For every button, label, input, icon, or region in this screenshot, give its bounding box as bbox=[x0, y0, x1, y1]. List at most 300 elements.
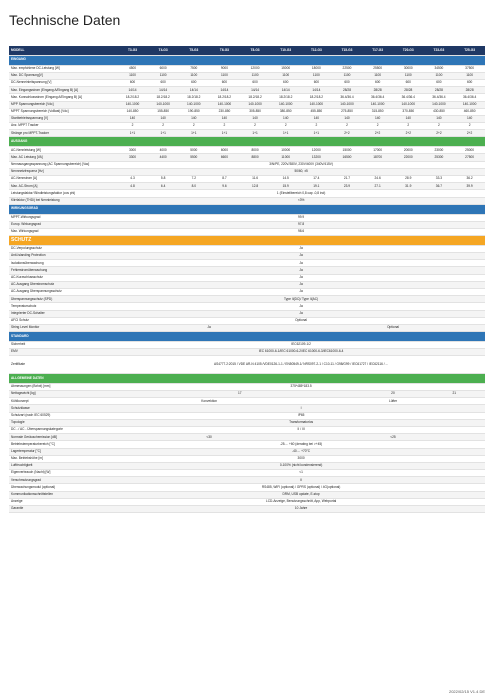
table-cell: 315-850 bbox=[362, 108, 393, 115]
row-label: Topologie bbox=[9, 419, 117, 426]
table-cell-merged: 0-100% (nicht kondensierend) bbox=[117, 462, 485, 469]
table-cell: 3300 bbox=[117, 154, 148, 161]
table-cell: 24.6 bbox=[362, 175, 393, 182]
table-cell: 33.3 bbox=[424, 175, 455, 182]
table-cell-merged: Ja bbox=[117, 267, 485, 274]
table-row bbox=[9, 419, 485, 426]
table-cell: 2 bbox=[301, 123, 332, 130]
table-cell: 28/28 bbox=[362, 87, 393, 94]
table-row bbox=[9, 324, 485, 331]
row-label: Normale Geräuschemission [dB] bbox=[9, 434, 117, 441]
table-cell: 18.2/18.2 bbox=[178, 94, 209, 101]
row-label: Nennnetzfrequenz [Hz] bbox=[9, 168, 117, 175]
table-cell: 455-850 bbox=[301, 108, 332, 115]
table-row bbox=[9, 405, 485, 412]
row-label: Betriebstemperaturbereich [°C] bbox=[9, 441, 117, 448]
table-cell-merged: LCD-Anzeige, Benutzungsschnitt, App, Webportal bbox=[117, 498, 485, 505]
table-cell: 14/14 bbox=[148, 87, 179, 94]
table-row bbox=[9, 221, 485, 228]
table-cell: 1100 bbox=[117, 72, 148, 79]
table-cell: 27.1 bbox=[362, 183, 393, 190]
table-cell: 1100 bbox=[178, 72, 209, 79]
row-label: Lagertemperatur [°C] bbox=[9, 448, 117, 455]
table-cell: 2+2 bbox=[393, 130, 424, 137]
table-cell: 1+1 bbox=[301, 130, 332, 137]
table-cell-merged: <30 bbox=[117, 434, 301, 441]
row-label: Eigenverbrauch (Nacht) [W] bbox=[9, 470, 117, 477]
table-cell: 190-850 bbox=[178, 108, 209, 115]
table-row bbox=[9, 72, 485, 79]
table-cell: 36.4/36.4 bbox=[362, 94, 393, 101]
table-row bbox=[9, 260, 485, 267]
table-cell-merged: Optional bbox=[301, 324, 485, 331]
table-row bbox=[9, 491, 485, 498]
section-header-row bbox=[9, 204, 485, 214]
table-cell: 600 bbox=[117, 79, 148, 86]
table-cell: 36.4/36.4 bbox=[424, 94, 455, 101]
section-header-row bbox=[9, 236, 485, 246]
header-model-column: T17-G3 bbox=[362, 46, 393, 55]
table-cell: 140 bbox=[362, 115, 393, 122]
table-cell: 140-1000 bbox=[270, 101, 301, 108]
table-row bbox=[9, 267, 485, 274]
row-label: AC-Ausgang Überspannungsschutz bbox=[9, 288, 117, 295]
table-cell: 1100 bbox=[424, 72, 455, 79]
table-cell: 1100 bbox=[209, 72, 240, 79]
table-cell: 28.9 bbox=[393, 175, 424, 182]
table-cell: 140-1000 bbox=[362, 101, 393, 108]
table-row bbox=[9, 154, 485, 161]
table-row bbox=[9, 101, 485, 108]
table-cell: 11.6 bbox=[240, 175, 271, 182]
table-cell: 19.1 bbox=[301, 183, 332, 190]
table-row bbox=[9, 274, 485, 281]
table-row bbox=[9, 506, 485, 513]
table-cell: 2 bbox=[454, 123, 485, 130]
table-row bbox=[9, 161, 485, 168]
table-cell-merged: Ja bbox=[117, 324, 301, 331]
table-cell: 28/28 bbox=[393, 87, 424, 94]
table-cell: 140 bbox=[240, 115, 271, 122]
table-cell: 28/28 bbox=[424, 87, 455, 94]
table-cell: 3000 bbox=[117, 147, 148, 154]
table-cell: 8800 bbox=[240, 154, 271, 161]
table-cell: 1+1 bbox=[270, 130, 301, 137]
table-cell: 15000 bbox=[332, 147, 363, 154]
table-cell: 4.3 bbox=[117, 175, 148, 182]
table-cell: 4000 bbox=[148, 147, 179, 154]
table-row bbox=[9, 349, 485, 356]
table-cell: 25300 bbox=[424, 154, 455, 161]
table-cell: 18700 bbox=[362, 154, 393, 161]
table-cell: 8000 bbox=[240, 147, 271, 154]
table-cell: 1+1 bbox=[117, 130, 148, 137]
row-label: Temperaturschutz bbox=[9, 303, 117, 310]
table-row bbox=[9, 356, 485, 374]
row-label: Klirrfaktor (THDi) bei Nennleistung bbox=[9, 197, 117, 204]
row-label: MPPT-Wirkungsgrad bbox=[9, 214, 117, 221]
table-cell: 23000 bbox=[424, 147, 455, 154]
table-cell: 140 bbox=[332, 115, 363, 122]
row-label: EMV bbox=[9, 349, 117, 356]
table-cell-merged: <1 bbox=[117, 470, 485, 477]
table-cell: 600 bbox=[301, 79, 332, 86]
table-cell-merged: 97.8 bbox=[117, 221, 485, 228]
table-cell: 18000 bbox=[301, 65, 332, 72]
table-cell: 8.7 bbox=[209, 175, 240, 182]
table-cell: 600 bbox=[240, 79, 271, 86]
header-model-column: T6-G3 bbox=[209, 46, 240, 55]
row-label: Nennausgangsspannung (AC Spannungsbereich) [Vac] bbox=[9, 161, 117, 168]
table-row bbox=[9, 190, 485, 197]
table-cell-merged: I bbox=[117, 405, 485, 412]
table-cell: 140 bbox=[454, 115, 485, 122]
table-cell: 28/28 bbox=[454, 87, 485, 94]
table-cell-merged: Ja bbox=[117, 303, 485, 310]
table-cell: 140 bbox=[209, 115, 240, 122]
table-cell-merged: Ja bbox=[117, 260, 485, 267]
table-cell: 23.9 bbox=[332, 183, 363, 190]
table-cell: 305-850 bbox=[240, 108, 271, 115]
table-row bbox=[9, 288, 485, 295]
table-cell: 2 bbox=[332, 123, 363, 130]
table-cell-merged: 375*485*183.5 bbox=[117, 383, 485, 390]
table-cell: 14.5 bbox=[270, 175, 301, 182]
table-cell: 2 bbox=[240, 123, 271, 130]
row-label: Leistungsfaktor/ Blindleistungsfaktor (cos phi) bbox=[9, 190, 117, 197]
table-cell-merged: RS485, WIFI (optional) / GPRS (optional) / 4G(optional) bbox=[117, 484, 485, 491]
table-cell: 2+2 bbox=[424, 130, 455, 137]
spec-sheet bbox=[9, 46, 485, 513]
table-cell-merged: II bbox=[117, 477, 485, 484]
table-cell: 600 bbox=[454, 79, 485, 86]
table-row bbox=[9, 123, 485, 130]
table-cell: 8.0 bbox=[178, 183, 209, 190]
table-cell: 1100 bbox=[332, 72, 363, 79]
table-cell-merged: 21 bbox=[424, 391, 485, 398]
row-label: Max. AC-Strom [A] bbox=[9, 183, 117, 190]
table-cell-merged: 3000 bbox=[117, 455, 485, 462]
table-cell: 140-1000 bbox=[301, 101, 332, 108]
row-label: Überspannungsschutz (SPD) bbox=[9, 296, 117, 303]
table-cell: 140-1000 bbox=[178, 101, 209, 108]
table-cell: 12000 bbox=[301, 147, 332, 154]
table-cell: 16500 bbox=[332, 154, 363, 161]
table-row bbox=[9, 115, 485, 122]
table-cell: 31.9 bbox=[393, 183, 424, 190]
table-row bbox=[9, 87, 485, 94]
table-cell: 370-850 bbox=[393, 108, 424, 115]
table-row bbox=[9, 245, 485, 252]
section-header-row bbox=[9, 332, 485, 342]
row-label: Überwachungsmodul (optional) bbox=[9, 484, 117, 491]
row-label: Anzeige bbox=[9, 498, 117, 505]
table-row bbox=[9, 391, 485, 398]
table-cell: 600 bbox=[270, 79, 301, 86]
table-cell: 14/14 bbox=[209, 87, 240, 94]
table-row bbox=[9, 228, 485, 235]
header-model-column: T25-G3 bbox=[454, 46, 485, 55]
row-label: Integrierter DC-Schalter bbox=[9, 310, 117, 317]
row-label: Schutzklasse bbox=[9, 405, 117, 412]
table-cell: 140-1000 bbox=[240, 101, 271, 108]
table-cell: 1+1 bbox=[178, 130, 209, 137]
row-label: DC-Verpolungsschutz bbox=[9, 245, 117, 252]
table-row bbox=[9, 65, 485, 72]
row-label: AC-Ausgang Überstromschutz bbox=[9, 281, 117, 288]
table-row bbox=[9, 214, 485, 221]
table-cell: 21.7 bbox=[332, 175, 363, 182]
table-cell-merged: II / III bbox=[117, 426, 485, 433]
table-row bbox=[9, 183, 485, 190]
table-cell-merged: IP65 bbox=[117, 412, 485, 419]
table-row bbox=[9, 341, 485, 348]
table-cell: 22000 bbox=[393, 154, 424, 161]
table-cell: 2+2 bbox=[332, 130, 363, 137]
table-cell: 17.4 bbox=[301, 175, 332, 182]
table-row bbox=[9, 477, 485, 484]
table-cell: 2 bbox=[424, 123, 455, 130]
section-title: SCHUTZ bbox=[9, 236, 485, 246]
table-row bbox=[9, 470, 485, 477]
section-title: WIRKUNGSGRAD bbox=[9, 204, 485, 214]
section-title: AUSGANG bbox=[9, 137, 485, 147]
header-model-column: T20-G3 bbox=[393, 46, 424, 55]
table-cell: 380-850 bbox=[270, 108, 301, 115]
table-row bbox=[9, 94, 485, 101]
table-cell: 27500 bbox=[454, 154, 485, 161]
table-cell-merged: <3% bbox=[117, 197, 485, 204]
table-cell-merged: DRM, USB update, E-stop bbox=[117, 491, 485, 498]
table-cell: 600 bbox=[424, 79, 455, 86]
table-cell: 36.2 bbox=[454, 175, 485, 182]
table-cell: 14/14 bbox=[301, 87, 332, 94]
table-cell: 14/14 bbox=[178, 87, 209, 94]
table-cell: 140 bbox=[393, 115, 424, 122]
table-cell-merged: AS4777.2:2015 / VDE AR-N 4105 /VDE0126-1-1 / EN50549-1/ NRS097-2-1 / C10-11 / G98/G99 / IEC61727 / IEC62116 / ... bbox=[117, 356, 485, 374]
row-label: Abmessungen (Bxhxt) [mm] bbox=[9, 383, 117, 390]
header-model-column: T4-G3 bbox=[148, 46, 179, 55]
table-row bbox=[9, 108, 485, 115]
table-cell-merged: 10 Jahre bbox=[117, 506, 485, 513]
table-cell: 15000 bbox=[270, 65, 301, 72]
table-cell: 4400 bbox=[148, 154, 179, 161]
table-cell-merged: Ja bbox=[117, 281, 485, 288]
table-cell: 2 bbox=[270, 123, 301, 130]
row-label: MPP Spannungsbereich [Vdc] bbox=[9, 101, 117, 108]
table-cell: 18.2/18.2 bbox=[209, 94, 240, 101]
table-cell-merged: Lüfter bbox=[301, 398, 485, 405]
table-row bbox=[9, 398, 485, 405]
table-cell: 2 bbox=[209, 123, 240, 130]
table-cell: 140-850 bbox=[117, 108, 148, 115]
section-header-row bbox=[9, 55, 485, 65]
table-cell: 460-850 bbox=[454, 108, 485, 115]
header-model-column: T23-G3 bbox=[424, 46, 455, 55]
row-label: Kommunikationsschnittstellen bbox=[9, 491, 117, 498]
table-cell: 11000 bbox=[270, 154, 301, 161]
header-model-label: MODELL bbox=[9, 46, 117, 55]
table-cell: 18.2/18.2 bbox=[270, 94, 301, 101]
table-cell: 6000 bbox=[209, 147, 240, 154]
table-cell: 17000 bbox=[362, 147, 393, 154]
header-model-column: T15-G3 bbox=[332, 46, 363, 55]
table-cell-merged: Type II(DC)/ Type II(AC) bbox=[117, 296, 485, 303]
section-header-row bbox=[9, 374, 485, 384]
table-cell-merged: IEC 61000-6-1/IEC 61000-6-2/IEC 61000-6-3/IEC61000-6-4 bbox=[117, 349, 485, 356]
table-cell: 600 bbox=[393, 79, 424, 86]
table-cell: 230-850 bbox=[209, 108, 240, 115]
table-row bbox=[9, 79, 485, 86]
row-label: AC-Nennstrom [A] bbox=[9, 175, 117, 182]
table-row bbox=[9, 484, 485, 491]
row-label: Max. DC Spannung[V] bbox=[9, 72, 117, 79]
table-cell: 140 bbox=[117, 115, 148, 122]
table-cell: 140 bbox=[178, 115, 209, 122]
table-row bbox=[9, 317, 485, 324]
header-model-column: T12-G3 bbox=[301, 46, 332, 55]
table-cell-merged: Ja bbox=[117, 245, 485, 252]
row-label: Max. Eingangsstrom (Eingang A/Eingang B) [A] bbox=[9, 87, 117, 94]
header-model-column: T3-G3 bbox=[117, 46, 148, 55]
table-cell-merged: Ja bbox=[117, 274, 485, 281]
table-row bbox=[9, 253, 485, 260]
table-cell: 36.4/36.4 bbox=[454, 94, 485, 101]
table-cell: 140-1000 bbox=[117, 101, 148, 108]
row-label: Max. Wirkungsgrad bbox=[9, 228, 117, 235]
table-cell: 600 bbox=[178, 79, 209, 86]
table-cell: 2 bbox=[362, 123, 393, 130]
table-cell: 4500 bbox=[117, 65, 148, 72]
table-cell: 600 bbox=[209, 79, 240, 86]
table-cell: 25000 bbox=[454, 147, 485, 154]
table-cell: 18.2/18.2 bbox=[148, 94, 179, 101]
table-cell-merged: Optional bbox=[117, 317, 485, 324]
table-cell-merged: Ja bbox=[117, 310, 485, 317]
table-cell: 20000 bbox=[393, 147, 424, 154]
table-row bbox=[9, 434, 485, 441]
row-label: Kühlkonzept bbox=[9, 398, 117, 405]
table-row bbox=[9, 303, 485, 310]
table-cell: 37500 bbox=[454, 65, 485, 72]
table-cell-merged: -25.... +60 (derating bei >+45) bbox=[117, 441, 485, 448]
table-cell: 1+1 bbox=[240, 130, 271, 137]
table-cell: 2 bbox=[178, 123, 209, 130]
table-cell: 430-850 bbox=[424, 108, 455, 115]
table-row bbox=[9, 296, 485, 303]
table-cell: 36.7 bbox=[424, 183, 455, 190]
section-title: STANDARD bbox=[9, 332, 485, 342]
table-cell: 36.4/36.4 bbox=[332, 94, 363, 101]
table-cell: 5500 bbox=[178, 154, 209, 161]
row-label: Zertifikate bbox=[9, 356, 117, 374]
table-cell: 2 bbox=[148, 123, 179, 130]
table-cell: 18.2/18.2 bbox=[117, 94, 148, 101]
table-cell-merged: Konvektion bbox=[117, 398, 301, 405]
table-cell-merged: 20 bbox=[362, 391, 423, 398]
table-cell: 140-1000 bbox=[209, 101, 240, 108]
table-row bbox=[9, 455, 485, 462]
table-cell: 14/14 bbox=[270, 87, 301, 94]
table-cell: 140 bbox=[424, 115, 455, 122]
table-cell: 7500 bbox=[178, 65, 209, 72]
section-title: EINGANG bbox=[9, 55, 485, 65]
table-cell: 2 bbox=[117, 123, 148, 130]
row-label: Max. empfohlene DC-Leistung [W] bbox=[9, 65, 117, 72]
row-label: AC-Nennleistung [W] bbox=[9, 147, 117, 154]
table-cell: 140-1000 bbox=[332, 101, 363, 108]
row-label: Nettogewicht [kg] bbox=[9, 391, 117, 398]
table-row bbox=[9, 175, 485, 182]
table-cell: 140-1000 bbox=[454, 101, 485, 108]
table-cell: 6000 bbox=[148, 65, 179, 72]
table-cell: 9000 bbox=[209, 65, 240, 72]
row-label: DC - / AC - Überspannungskategorie bbox=[9, 426, 117, 433]
table-cell-merged: Ja bbox=[117, 288, 485, 295]
table-cell: 25500 bbox=[362, 65, 393, 72]
table-cell: 1100 bbox=[301, 72, 332, 79]
table-cell: 6.4 bbox=[148, 183, 179, 190]
table-cell: 600 bbox=[362, 79, 393, 86]
table-cell-merged: 3/N/PE, 220V/380V, 230V/400V (340V/415V) bbox=[117, 161, 485, 168]
row-label: Anz. MPPT Tracker bbox=[9, 123, 117, 130]
table-cell: 36.4/36.4 bbox=[393, 94, 424, 101]
table-cell: 6600 bbox=[209, 154, 240, 161]
table-cell: 2 bbox=[393, 123, 424, 130]
page-title: Technische Daten bbox=[9, 12, 121, 28]
table-row bbox=[9, 426, 485, 433]
table-cell-merged: Transformatorlos bbox=[117, 419, 485, 426]
table-cell: 13200 bbox=[301, 154, 332, 161]
table-cell: 22500 bbox=[332, 65, 363, 72]
row-label: Max. Betriebshöhe [m] bbox=[9, 455, 117, 462]
table-row bbox=[9, 197, 485, 204]
table-cell: 5000 bbox=[178, 147, 209, 154]
row-label: MPPT Spannungsbereich (Volllast) [Vdc] bbox=[9, 108, 117, 115]
table-cell: 140 bbox=[301, 115, 332, 122]
table-cell: 155-850 bbox=[148, 108, 179, 115]
table-cell-merged: IEC62109-1/2 bbox=[117, 341, 485, 348]
table-row bbox=[9, 147, 485, 154]
row-label: Stränge pro MPPT-Tracker bbox=[9, 130, 117, 137]
table-cell: 140-1000 bbox=[424, 101, 455, 108]
table-cell: 14/14 bbox=[240, 87, 271, 94]
table-cell: 600 bbox=[332, 79, 363, 86]
table-cell: 1100 bbox=[362, 72, 393, 79]
row-label: AC-Kurzschlussschutz bbox=[9, 274, 117, 281]
table-cell-merged: -40.... +70°C bbox=[117, 448, 485, 455]
header-model-column: T10-G3 bbox=[270, 46, 301, 55]
table-cell: 1100 bbox=[270, 72, 301, 79]
table-cell: 18.2/18.2 bbox=[301, 94, 332, 101]
table-cell: 2+2 bbox=[362, 130, 393, 137]
row-label: Fehlerstromüberwachung bbox=[9, 267, 117, 274]
row-label: Startbetriebsspannung [V] bbox=[9, 115, 117, 122]
table-cell: 1100 bbox=[454, 72, 485, 79]
row-label: AFCI Schutz bbox=[9, 317, 117, 324]
table-cell-merged: <25 bbox=[301, 434, 485, 441]
table-cell: 34500 bbox=[424, 65, 455, 72]
table-cell: 18.2/18.2 bbox=[240, 94, 271, 101]
table-row bbox=[9, 498, 485, 505]
row-label: String Level Monitor bbox=[9, 324, 117, 331]
table-cell: 15.9 bbox=[270, 183, 301, 190]
table-row bbox=[9, 448, 485, 455]
table-cell: 10000 bbox=[270, 147, 301, 154]
table-cell: 7.2 bbox=[178, 175, 209, 182]
table-cell-merged: 1 (Einstellbereich 0,8 cap -0,8 ind) bbox=[117, 190, 485, 197]
spec-table bbox=[9, 46, 485, 513]
